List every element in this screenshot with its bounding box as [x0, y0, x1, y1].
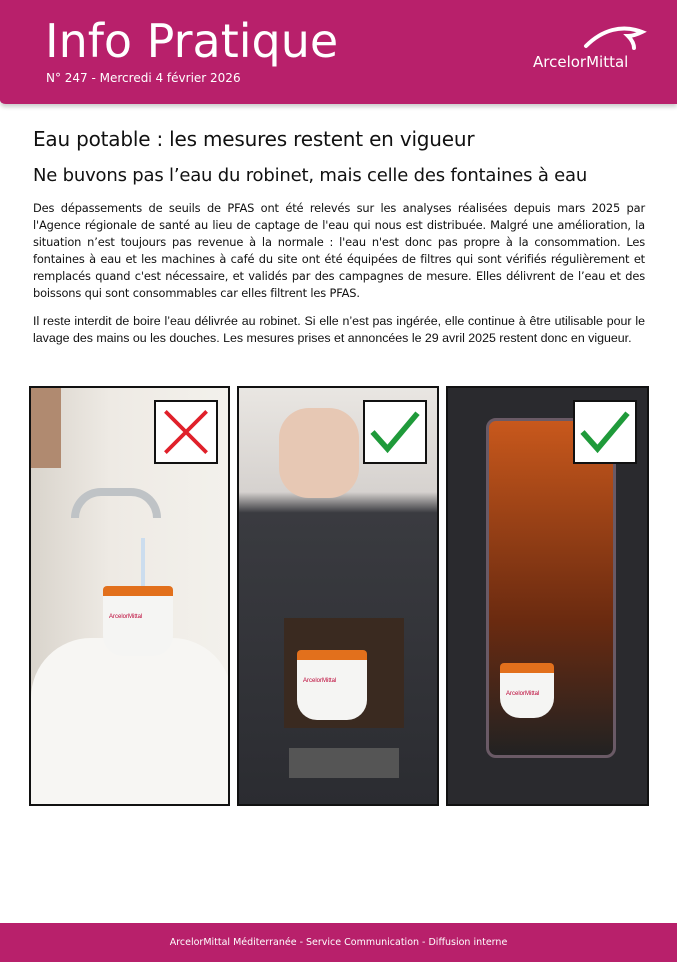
newsletter-title: Info Pratique	[45, 14, 339, 68]
article-title: Eau potable : les mesures restent en vigueur	[33, 127, 475, 151]
badge	[573, 400, 637, 464]
badge	[363, 400, 427, 464]
footer: ArcelorMittal Méditerranée - Service Communication - Diffusion interne	[0, 923, 677, 962]
mug-logo-text: ArcelorMittal	[109, 614, 143, 620]
photo-tap-water	[29, 386, 230, 806]
issue-date: N° 247 - Mercredi 4 février 2026	[46, 71, 241, 85]
photo-water-fountain	[237, 386, 439, 806]
article-subtitle: Ne buvons pas l’eau du robinet, mais celle des fontaines à eau	[33, 165, 588, 186]
badge	[154, 400, 218, 464]
arcelormittal-logo	[530, 22, 640, 77]
mug-logo-text: ArcelorMittal	[506, 691, 540, 697]
photo-coffee-machine	[446, 386, 649, 806]
mug-logo-text: ArcelorMittal	[303, 678, 337, 684]
cross-icon	[156, 402, 216, 462]
check-icon	[575, 402, 635, 462]
article-paragraph: Il reste interdit de boire l’eau délivrée au robinet. Si elle n’est pas ingérée, elle continue à être utilisable pour le lavage des mains ou les douches. Les mesures prises et annoncées le 29 avril 2025 restent donc en vigueur.	[33, 314, 645, 345]
header-banner	[0, 0, 677, 104]
logo-text: ArcelorMittal	[533, 53, 629, 71]
check-icon	[365, 402, 425, 462]
logo-swoosh-icon	[582, 22, 648, 50]
article-paragraph: Des dépassements de seuils de PFAS ont été relevés sur les analyses réalisées depuis mars 2025 par l'Agence régionale de santé au lieu de captage de l'eau qui nous est distribuée. Malgré une amélioration, la situation n’est toujours pas revenue à la normale : l'eau n'est donc pas propre à la consommation. Les fontaines à eau et les machines à café du site ont été équipées de filtres qui sont vérifiés régulièrement et remplacés quand c'est nécessaire, et validés par des campagnes de mesure. Elles délivrent de l’eau et des boissons qui sont consommables car elles filtrent les PFAS.	[33, 201, 645, 300]
